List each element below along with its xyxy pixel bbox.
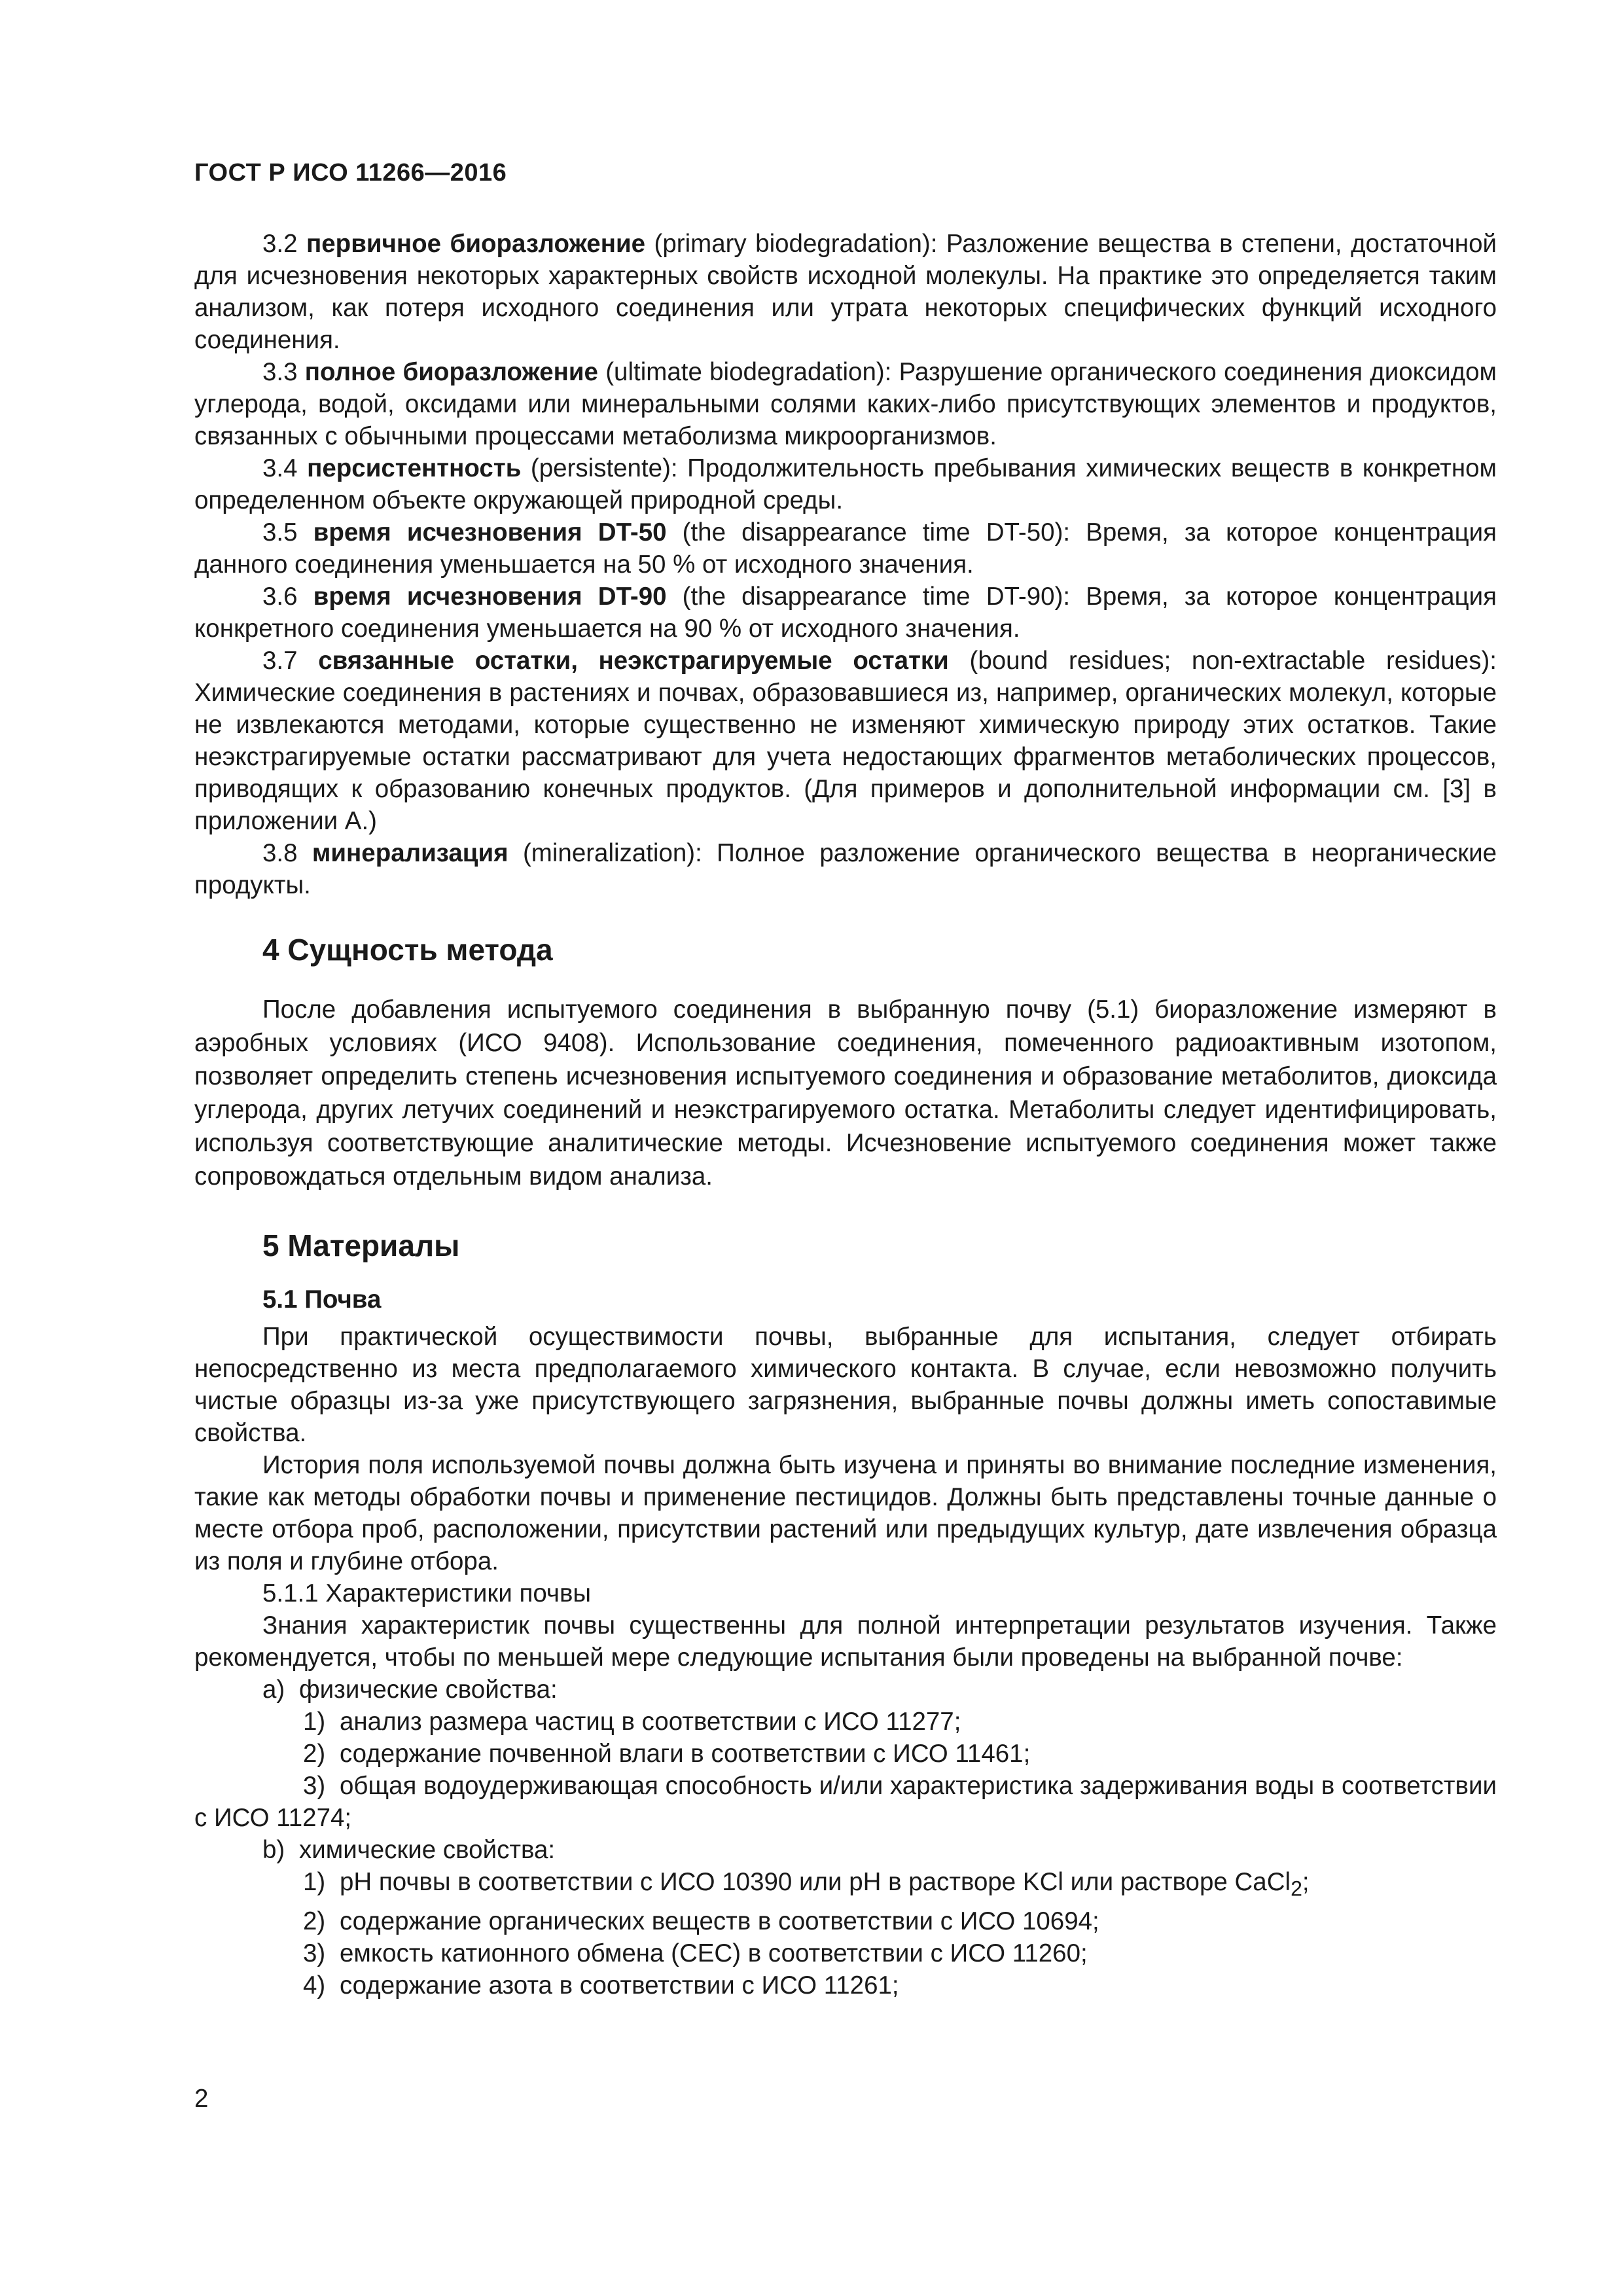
- sublist-item: [194, 1866, 1497, 1905]
- sublist-item: [194, 1738, 1497, 1770]
- list-text: содержание органических веществ в соответствии с ИСО 10694;: [340, 1907, 1099, 1935]
- term-definition: (persistente): Продолжительность пребывания химических веществ в конкретном определенном объекте окружающей природной среды.: [194, 454, 1497, 514]
- term-definition: (mineralization): Полное разложение органического вещества в неорганические продукты.: [194, 839, 1497, 899]
- term-paragraph: [194, 581, 1497, 645]
- subscript: 2: [1291, 1876, 1302, 1901]
- list-text: анализ размера частиц в соответствии с ИСО 11277;: [340, 1708, 961, 1736]
- list-label: химические свойства:: [299, 1836, 556, 1864]
- document-code-header: ГОСТ Р ИСО 11266—2016: [194, 159, 507, 187]
- section-5-heading: 5 Материалы: [262, 1229, 460, 1263]
- sublist-item: [194, 1937, 1497, 1969]
- list-marker: 3): [303, 1939, 326, 1967]
- term-paragraph: [194, 516, 1497, 581]
- term-number: 3.5: [262, 518, 298, 547]
- section-4-text: После добавления испытуемого соединения в выбранную почву (5.1) биоразложение измеряют в аэробных условиях (ИСО 9408). Использование соединения, помеченного радиоактивным изотопом, позволяет определить степень исчезновения испытуемого соединения и образование метаболитов, диоксида углерода, других летучих соединений и неэкстрагируемого остатка. Метаболиты следует идентифицировать, используя соответствующие аналитические методы. Исчезновение испытуемого соединения может также сопровождаться отдельным видом анализа.: [194, 996, 1497, 1191]
- term-definition: (bound residues; non-extractable residues): Химические соединения в растениях и почвах, образовавшиеся из, например, органических молекул, которые не извлекаются методами, которые существенно не изменяют химическую природу этих остатков. Такие неэкстрагируемые остатки рассматривают для учета недостающих фрагментов метаболических процессов, приводящих к образованию конечных продуктов. (Для примеров и дополнительной информации см. [3] в приложении А.): [194, 647, 1497, 835]
- term-number: 3.3: [262, 358, 298, 386]
- list-item-a: [194, 1674, 1497, 1706]
- term-name: время исчезновения DT-90: [313, 583, 667, 611]
- term-number: 3.6: [262, 583, 298, 611]
- list-text: содержание почвенной влаги в соответствии с ИСО 11461;: [340, 1740, 1031, 1768]
- list-item-b: [194, 1834, 1497, 1866]
- sublist-item: [194, 1770, 1497, 1834]
- sublist-item: [194, 1969, 1497, 2001]
- term-number: 3.2: [262, 230, 298, 258]
- page-number: 2: [194, 2085, 209, 2113]
- term-paragraph: [194, 228, 1497, 356]
- list-marker: 2): [303, 1907, 326, 1935]
- term-definition: (ultimate biodegradation): Разрушение органического соединения диоксидом углерода, водой, оксидами или минеральными солями каких-либо присутствующих элементов и продуктов, связанных с обычными процессами метаболизма микроорганизмов.: [194, 358, 1497, 450]
- sublist-item: [194, 1706, 1497, 1738]
- term-definition: (primary biodegradation): Разложение вещества в степени, достаточной для исчезновения некоторых характерных свойств исходной молекулы. На практике это определяется таким анализом, как потеря исходного соединения или утрата некоторых специфических функций исходного соединения.: [194, 230, 1497, 354]
- list-text-end: ;: [1302, 1868, 1310, 1896]
- term-name: персистентность: [307, 454, 522, 482]
- section-5-1-paragraph-2: История поля используемой почвы должна быть изучена и приняты во внимание последние изменения, такие как методы обработки почвы и применение пестицидов. Должны быть представлены точные данные о месте отбора проб, расположении, присутствии растений или предыдущих культур, дате извлечения образца из поля и глубине отбора.: [194, 1451, 1497, 1575]
- term-number: 3.8: [262, 839, 298, 867]
- section-5-1-1-paragraph: Знания характеристик почвы существенны для полной интерпретации результатов изучения. Также рекомендуется, чтобы по меньшей мере следующие испытания были проведены на выбранной почве:: [194, 1611, 1497, 1672]
- sublist-item: [194, 1905, 1497, 1937]
- term-paragraph: [194, 356, 1497, 452]
- list-marker: 1): [303, 1708, 326, 1736]
- list-text: pH почвы в соответствии с ИСО 10390 или pH в растворе KCl или растворе CaCl: [340, 1868, 1291, 1896]
- term-name: первичное биоразложение: [306, 230, 646, 258]
- list-label: физические свойства:: [299, 1676, 558, 1704]
- list-marker: 2): [303, 1740, 326, 1768]
- term-definition: (the disappearance time DT-50): Время, за которое концентрация данного соединения уменьшается на 50 % от исходного значения.: [194, 518, 1497, 579]
- term-paragraph: [194, 452, 1497, 516]
- section-5-1-heading: 5.1 Почва: [262, 1285, 382, 1314]
- term-name: связанные остатки, неэкстрагируемые остатки: [318, 647, 949, 675]
- term-paragraph: [194, 837, 1497, 901]
- list-marker: 4): [303, 1971, 326, 2000]
- section-4-heading: 4 Сущность метода: [262, 933, 553, 967]
- list-marker: 1): [303, 1868, 326, 1896]
- term-name: минерализация: [312, 839, 508, 867]
- list-marker: a): [262, 1676, 285, 1704]
- term-paragraph: [194, 645, 1497, 837]
- document-body: [194, 228, 1497, 2001]
- term-name: полное биоразложение: [304, 358, 598, 386]
- list-text: содержание азота в соответствии с ИСО 11261;: [340, 1971, 899, 2000]
- section-5-1-1-heading: 5.1.1 Характеристики почвы: [262, 1579, 592, 1607]
- list-text: общая водоудерживающая способность и/или характеристика задерживания воды в соответствии с ИСО 11274;: [194, 1772, 1497, 1832]
- term-name: время исчезновения DT-50: [313, 518, 667, 547]
- list-marker: b): [262, 1836, 285, 1864]
- list-marker: 3): [303, 1772, 326, 1800]
- term-number: 3.4: [262, 454, 298, 482]
- list-text: емкость катионного обмена (CEC) в соответствии с ИСО 11260;: [340, 1939, 1088, 1967]
- term-number: 3.7: [262, 647, 298, 675]
- term-definition: (the disappearance time DT-90): Время, за которое концентрация конкретного соединения уменьшается на 90 % от исходного значения.: [194, 583, 1497, 643]
- section-5-1-paragraph-1: При практической осуществимости почвы, выбранные для испытания, следует отбирать непосредственно из места предполагаемого химического контакта. В случае, если невозможно получить чистые образцы из-за уже присутствующего загрязнения, выбранные почвы должны иметь сопоставимые свойства.: [194, 1323, 1497, 1447]
